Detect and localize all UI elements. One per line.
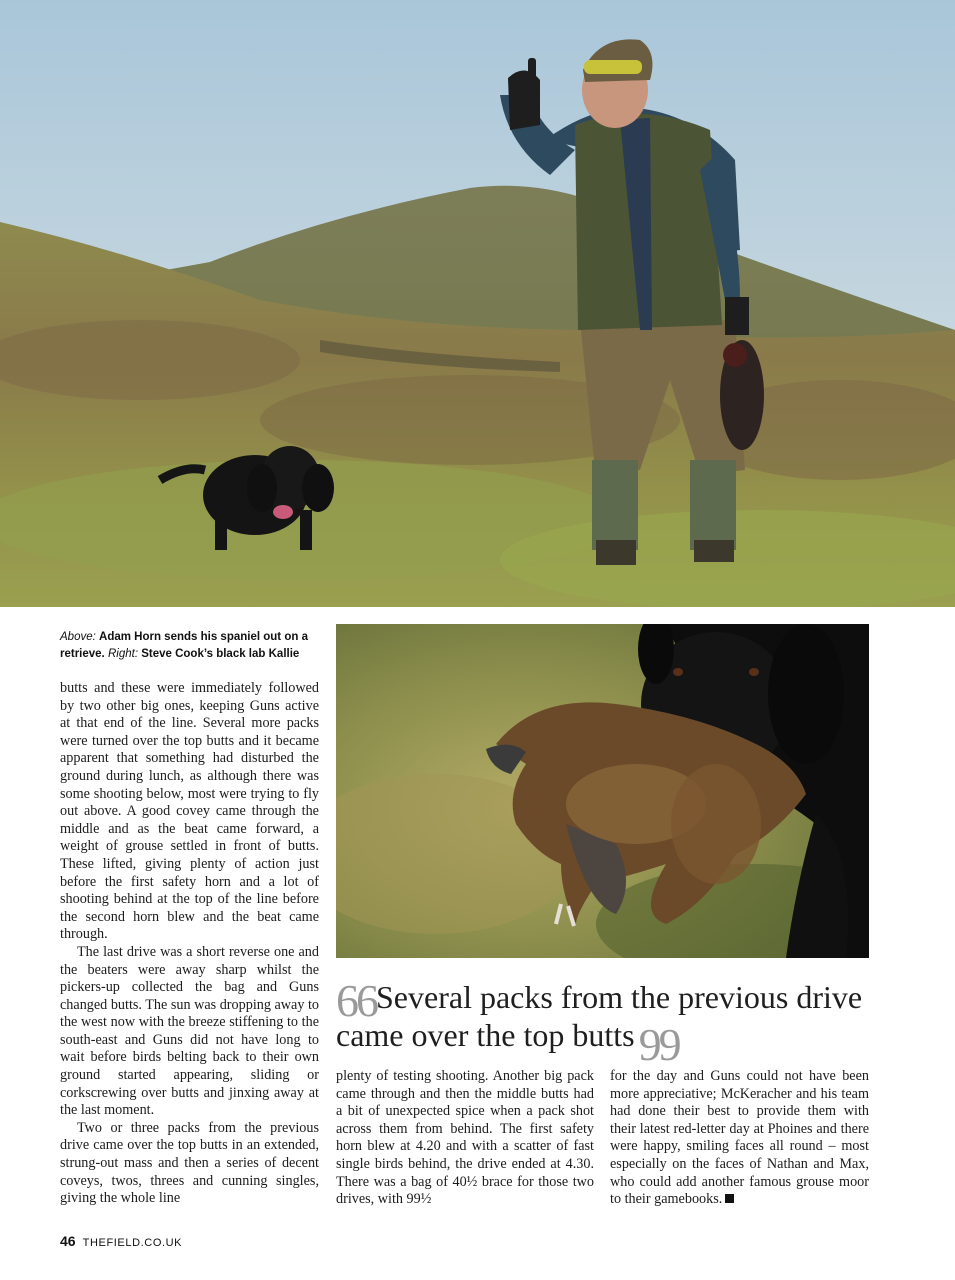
paragraph: Two or three packs from the previous drive came over the top butts in an extended, strung-out mass and then a series of decent coveys, twos, threes and cunning singles, giving the whole line [60,1119,319,1207]
page-footer [60,1233,182,1249]
photo-caption [60,629,322,663]
top-photo [0,0,955,607]
caption-above-label: Above: [60,631,96,643]
labrador-photo [336,624,869,958]
moorland-photo [0,0,955,607]
open-quote-icon: 66 [336,975,376,1026]
paragraph-text: for the day and Guns could not have been more appreciative; McKeracher and his team had done their best to provide them with their latest red-letter day at Phoines and there were happy, smiling faces all round – most especially on the faces of Nathan and Max, who could add another famous grouse moor to their gamebooks. [610,1068,869,1208]
article-column-3 [610,1068,869,1209]
labrador-with-grouse-image [336,624,869,958]
paragraph: butts and these were immediately followed by two other big ones, keeping Guns active at that end of the line. Several more packs were turned over the top butts and it became apparent that something had disturbed the ground during lunch, as although there was some shooting below, most were trying to fly out above. A good covey came through the middle and as the beat came forward, a weight of grouse settled in front of butts. These lifted, giving plenty of action just before the first safety horn and a lot of shooting behind at the top of the line before the second horn blew and the beat came through. [60,680,319,943]
paragraph: plenty of testing shooting. Another big pack came through and then the middle butts had a bit of unexpected spice when a pack shot across them from behind. The first safety horn blew at 4.20 and with a scatter of fast single birds behind, the drive ended at 4.30. There was a bag of 40½ brace for those two drives, with 99½ [336,1068,594,1208]
paragraph: The last drive was a short reverse one and the beaters were away sharp whilst the pickers-up collected the bag and Guns changed butts. The sun was dropping away to the west now with the breeze stiffening to the south-east and Guns did not have long to wait before birds belting back to their own ground started appearing, sliding or corkscrewing over butts and jinxing away at the last moment. [60,943,320,1119]
pull-quote [336,975,876,1070]
page-number: 46 [60,1233,76,1249]
article-column-2 [336,1068,594,1209]
caption-right-text: Steve Cook’s black lab Kallie [141,648,300,660]
end-of-article-icon [725,1194,734,1203]
site-name: THEFIELD.CO.UK [82,1237,183,1249]
paragraph-final [610,1068,869,1209]
close-quote-icon: 99 [638,1019,679,1070]
article-column-1 [60,680,319,1208]
caption-right-label: Right: [107,648,139,660]
pull-quote-text: Several packs from the previous drive came over the top butts [336,979,863,1053]
caption-above-text: Adam Horn sends his spaniel out on a retrieve. [60,631,308,660]
